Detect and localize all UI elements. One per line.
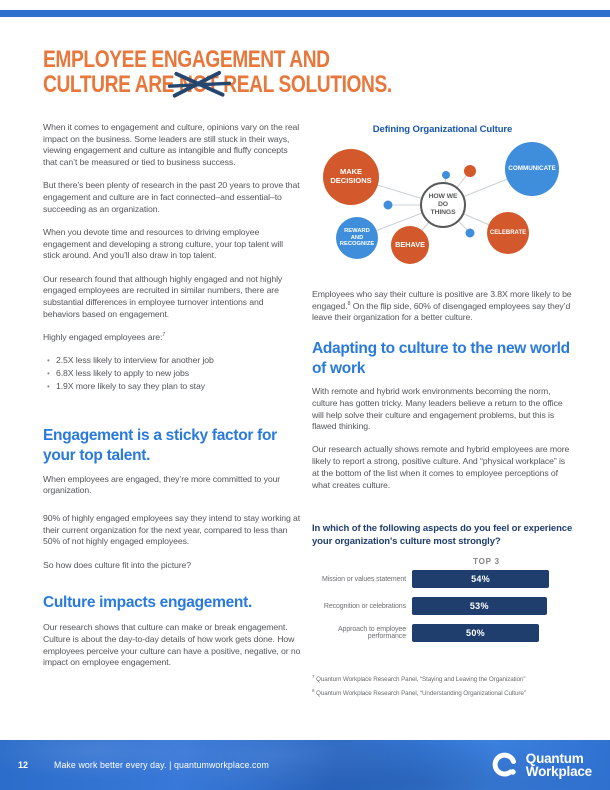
paragraph-positive-culture bbox=[312, 289, 573, 324]
footnote-8-text: Quantum Workplace Research Panel, “Understanding Organizational Culture” bbox=[314, 690, 526, 698]
list-item bbox=[47, 380, 301, 393]
top-accent-bar bbox=[0, 10, 610, 17]
logo-line-2: Workplace bbox=[525, 764, 592, 779]
paragraph-culture-question: So how does culture fit into the picture? bbox=[43, 559, 192, 570]
footnote-8 bbox=[312, 685, 573, 699]
left-column bbox=[43, 122, 301, 681]
logo-line-1: Quantum bbox=[525, 750, 584, 766]
paragraph-devote: When you devote time and resources to driving employee engagement and developing a strong culture, your top talent will stick around. And you’ll also draw in top talent. bbox=[43, 226, 283, 261]
list-intro-text: Highly engaged employees are: bbox=[43, 331, 163, 342]
right-column bbox=[312, 122, 573, 699]
chart-row bbox=[312, 597, 573, 615]
diagram-node-communicate: COMMUNICATE bbox=[505, 142, 559, 196]
chart-row bbox=[312, 570, 573, 588]
footnote-7-sup: 7 bbox=[312, 674, 315, 680]
chart-bar bbox=[412, 624, 539, 642]
heading-culture-impacts: Culture impacts engagement. bbox=[43, 594, 252, 612]
diagram-node-behave: BEHAVE bbox=[391, 226, 429, 264]
paragraph-committed: When employees are engaged, they’re more committed to your organization. bbox=[43, 473, 281, 496]
chart-value-label: 54% bbox=[471, 574, 491, 585]
struck-word-wrap bbox=[179, 70, 219, 98]
heading-sticky-factor: Engagement is a sticky factor for your top talent. bbox=[43, 426, 277, 464]
quantum-q-logo-icon bbox=[491, 751, 519, 779]
small-dot-blue-bottom bbox=[466, 229, 475, 238]
footnote-ref-7: 7 bbox=[162, 331, 166, 338]
footnote-7-text: Quantum Workplace Research Panel, “Staying and Leaving the Organization” bbox=[314, 676, 526, 684]
diagram-node-make-decisions: MAKE DECISIONS bbox=[323, 149, 379, 205]
paragraph-research: But there’s been plenty of research in the past 20 years to prove that engagement and culture are in fact connected–and essential–to succeeding as an organization. bbox=[43, 180, 300, 214]
footnote-8-sup: 8 bbox=[312, 688, 315, 694]
list-item-text: 6.8X less likely to apply to new jobs bbox=[56, 367, 189, 378]
diagram-node-celebrate: CELEBRATE bbox=[487, 212, 529, 254]
title-line2-pre: CULTURE ARE bbox=[43, 70, 179, 98]
quantum-workplace-logo bbox=[491, 740, 592, 790]
footnotes bbox=[312, 671, 573, 699]
paragraph-text: Employees who say their culture is positive are 3.8X more likely to be engaged. bbox=[312, 289, 572, 311]
title-line2-post: REAL SOLUTIONS. bbox=[218, 70, 392, 98]
paragraph-physical-workplace: Our research actually shows remote and hybrid employees are more likely to report a strong, positive culture. And “physical workplace” is at the bottom of the list when it comes to employee perceptions of what creates culture. bbox=[312, 444, 570, 490]
paragraph-90-percent: 90% of highly engaged employees say they intend to stay working at their current organization for the next year, compared to less than 50% of not highly engaged employees. bbox=[43, 512, 301, 547]
x-strikethrough-mark bbox=[169, 70, 229, 99]
paragraph-text: On the flip side, 60% of disengaged employees say they’d leave their organization for a better culture. bbox=[312, 300, 571, 323]
chart-bar bbox=[412, 570, 549, 588]
chart-title: In which of the following aspects do you feel or experience your organization's culture most strongly? bbox=[312, 523, 573, 548]
culture-diagram bbox=[312, 139, 573, 275]
list-item-text: 1.9X more likely to say they plan to stay bbox=[56, 380, 205, 391]
chart-category-label: Recognition or celebrations bbox=[323, 602, 406, 610]
diagram-node-reward-recognize: REWARD AND RECOGNIZE bbox=[336, 217, 378, 259]
list-item bbox=[47, 354, 301, 367]
logo-wordmark bbox=[526, 752, 592, 779]
chart-value-label: 53% bbox=[469, 601, 489, 612]
diagram-node-center: HOW WE DO THINGS bbox=[420, 182, 466, 228]
paragraph-intro: When it comes to engagement and culture, opinions vary on the real impact on the business. Some leaders are still stuck in their ways, viewing engagement and culture as intangible and fluffy concepts that can’t be measured or tied to business success. bbox=[43, 122, 300, 168]
list-item-text: 2.5X less likely to interview for another job bbox=[56, 354, 214, 365]
paragraph-make-or-break: Our research shows that culture can make or break engagement. Culture is about the day-to-day details of how work gets done. How employees perceive your culture can have a positive, negative, or no impact on employee engagement. bbox=[43, 622, 301, 668]
engaged-stats-list bbox=[47, 354, 301, 393]
footer-tagline: Make work better every day. | quantumworkplace.com bbox=[54, 760, 269, 770]
diagram-title: Defining Organizational Culture bbox=[372, 124, 513, 135]
chart-row bbox=[312, 624, 573, 642]
heading-adapting: Adapting to culture to the new world of work bbox=[312, 340, 570, 378]
page-title bbox=[43, 48, 395, 97]
list-intro bbox=[43, 332, 301, 344]
chart-category-label: Approach to employee performance bbox=[337, 626, 406, 641]
small-dot-blue-top bbox=[442, 171, 450, 179]
small-dot-blue-left bbox=[384, 201, 393, 210]
page-footer bbox=[0, 740, 610, 790]
footnote-7 bbox=[312, 671, 573, 685]
struck-word: NOT bbox=[179, 70, 219, 98]
chart-subtitle: TOP 3 bbox=[473, 557, 500, 567]
paragraph-findings: Our research found that although highly engaged and not highly engaged employees are recruited in similar numbers, there are substantial differences in employee turnover intentions and behaviors based on engagement. bbox=[43, 273, 283, 319]
chart-value-label: 50% bbox=[466, 628, 485, 639]
footnote-ref-8: 8 bbox=[347, 300, 351, 307]
chart-bar bbox=[412, 597, 547, 615]
title-line-1: EMPLOYEE ENGAGEMENT AND bbox=[43, 46, 330, 73]
list-item bbox=[47, 367, 301, 380]
chart-category-label: Mission or values statement bbox=[321, 575, 406, 583]
title-line-2 bbox=[43, 70, 395, 98]
page-number: 12 bbox=[18, 760, 29, 770]
paragraph-remote-hybrid: With remote and hybrid work environments becoming the norm, culture has gotten tricky. Many leaders believe a return to the office will help solve their culture and engagement problems, but this is flawed thinking. bbox=[312, 386, 563, 432]
top3-bar-chart bbox=[312, 557, 573, 642]
small-dot-orange bbox=[464, 165, 476, 177]
